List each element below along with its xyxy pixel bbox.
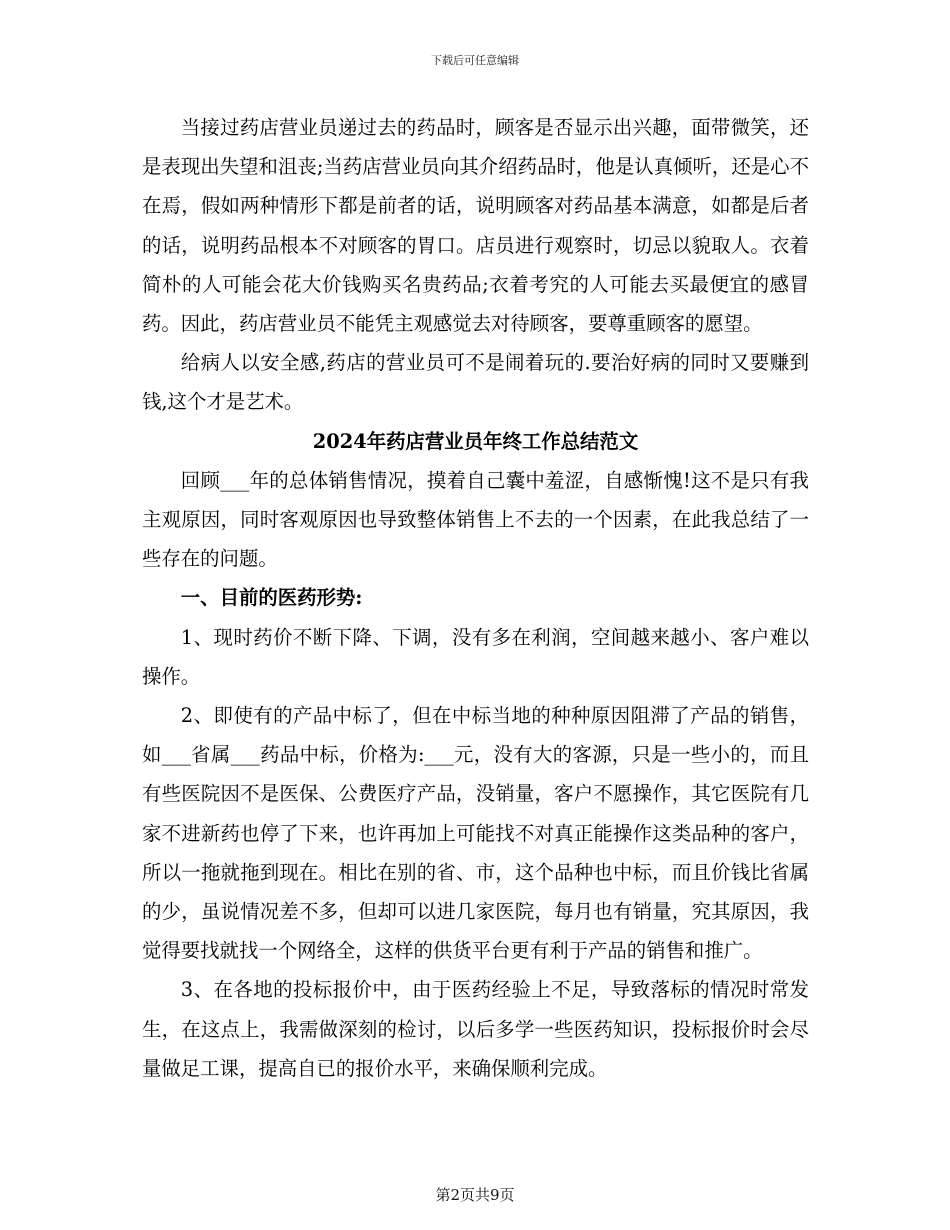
document-body (142, 108, 809, 1088)
list-item-1: 1、现时药价不断下降、下调，没有多在利润，空间越来越小、客户难以操作。 (142, 625, 809, 688)
list-item-3: 3、在各地的投标报价中，由于医药经验上不足，导致落标的情况时常发生，在这点上，我需做深刻的检讨，以后多学一些医药知识，投标报价时会尽量做足工课，提高自已的报价水平，来确保顺利完成。 (142, 978, 809, 1080)
page-header: 下载后可任意编辑 (431, 54, 519, 67)
paragraph-customer-observation: 当接过药店营业员递过去的药品时，顾客是否显示出兴趣，面带微笑，还是表现出失望和沮丧;当药店营业员向其介绍药品时，他是认真倾听，还是心不在焉，假如两种情形下都是前者的话，说明顾客对药品基本满意，如都是后者的话，说明药品根本不对顾客的胃口。店员进行观察时，切忌以貌取人。衣着简朴的人可能会花大价钱购买名贵药品;衣着考究的人可能去买最便宜的感冒药。因此，药店营业员不能凭主观感觉去对待顾客，要尊重顾客的愿望。 (142, 116, 809, 336)
page-footer: 第2页共9页 (435, 1186, 515, 1204)
list-item-2: 2、即使有的产品中标了，但在中标当地的种种原因阻滞了产品的销售，如___省属___药品中标，价格为:___元，没有大的客源，只是一些小的，而且有些医院因不是医保、公费医疗产品，没销量，客户不愿操作，其它医院有几家不进新药也停了下来，也许再加上可能找不对真正能操作这类品种的客户，所以一拖就拖到现在。相比在别的省、市，这个品种也中标，而且价钱比省属的少，虽说情况差不多，但却可以进几家医院，每月也有销量，究其原因，我觉得要找就找一个网络全，这样的供货平台更有利于产品的销售和推广。 (142, 704, 809, 963)
paragraph-intro: 回顾___年的总体销售情况，摸着自己囊中羞涩，自感惭愧!这不是只有我主观原因，同时客观原因也导致整体销售上不去的一个因素，在此我总结了一些存在的问题。 (142, 468, 809, 571)
paragraph-safety: 给病人以安全感,药店的营业员可不是闹着玩的.要治好病的同时又要赚到钱,这个才是艺术。 (142, 351, 809, 414)
section-heading: 一、目前的医药形势: (180, 586, 363, 610)
document-title: 2024年药店营业员年终工作总结范文 (312, 429, 639, 453)
